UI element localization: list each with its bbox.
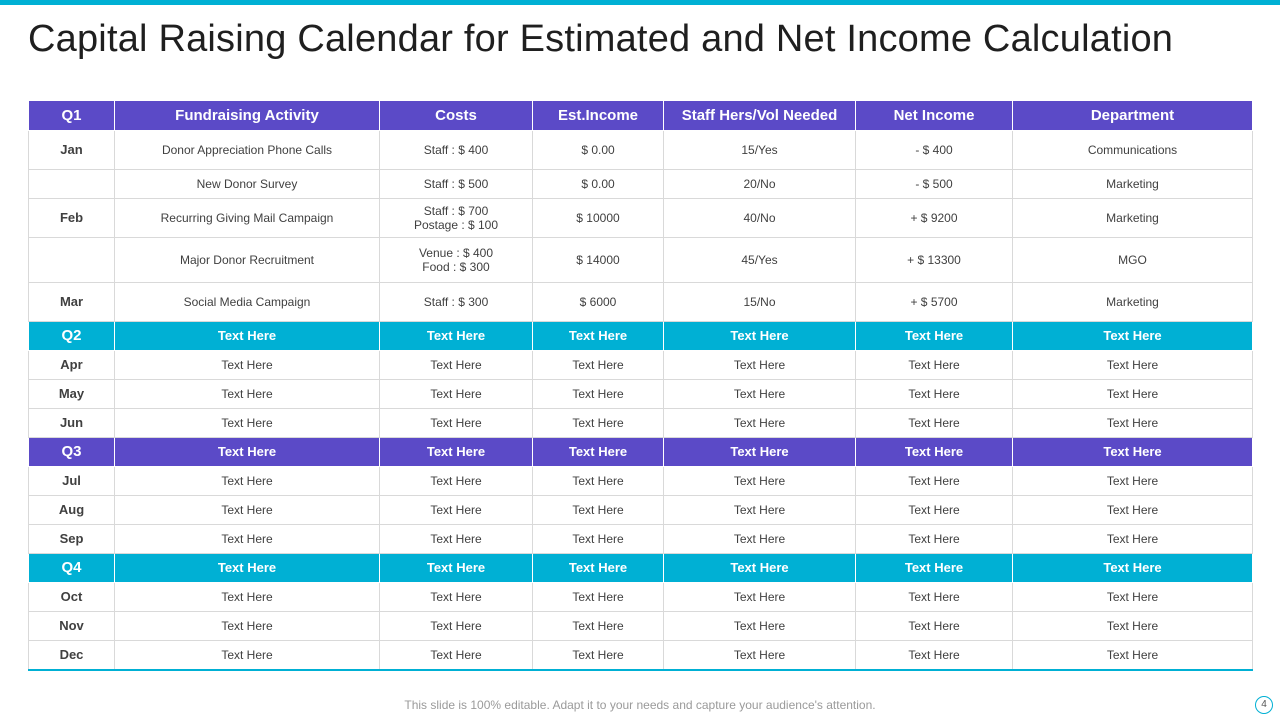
activity-cell: Donor Appreciation Phone Calls [115,131,380,170]
net-income-cell: - $ 500 [856,170,1013,199]
placeholder-cell: Text Here [380,554,533,583]
month-cell: Jul [29,467,115,496]
table-row [29,467,1253,496]
placeholder-cell: Text Here [856,409,1013,438]
placeholder-cell: Text Here [115,525,380,554]
month-cell: Oct [29,583,115,612]
placeholder-cell: Text Here [664,641,856,670]
placeholder-cell: Text Here [856,583,1013,612]
placeholder-cell: Text Here [380,525,533,554]
placeholder-cell: Text Here [1013,612,1253,641]
table-row [29,409,1253,438]
placeholder-cell: Text Here [115,496,380,525]
top-accent-bar [0,0,1280,5]
placeholder-cell: Text Here [1013,322,1253,351]
costs-cell [380,238,533,283]
table-row [29,612,1253,641]
table-header-row [29,101,1253,131]
cost-line: Postage : $ 100 [413,218,499,232]
est-income-cell: $ 10000 [533,199,664,238]
placeholder-cell: Text Here [115,583,380,612]
quarter-label: Q4 [29,554,115,583]
staff-cell: 45/Yes [664,238,856,283]
placeholder-cell: Text Here [664,583,856,612]
placeholder-cell: Text Here [533,409,664,438]
placeholder-cell: Text Here [380,467,533,496]
quarter-header-row [29,554,1253,583]
capital-raising-table [28,100,1253,671]
quarter-header-row [29,438,1253,467]
placeholder-cell: Text Here [856,612,1013,641]
department-cell: Marketing [1013,199,1253,238]
placeholder-cell: Text Here [664,438,856,467]
placeholder-cell: Text Here [115,438,380,467]
placeholder-cell: Text Here [1013,641,1253,670]
placeholder-cell: Text Here [664,380,856,409]
month-cell [29,238,115,283]
month-cell: Jun [29,409,115,438]
placeholder-cell: Text Here [1013,438,1253,467]
page-number: 4 [1255,696,1273,714]
activity-cell: New Donor Survey [115,170,380,199]
placeholder-cell: Text Here [115,467,380,496]
table-row [29,131,1253,170]
quarter-header-row [29,322,1253,351]
placeholder-cell: Text Here [533,322,664,351]
placeholder-cell: Text Here [380,641,533,670]
placeholder-cell: Text Here [115,409,380,438]
placeholder-cell: Text Here [533,380,664,409]
month-cell: Feb [29,199,115,238]
header-staff-needed: Staff Hers/Vol Needed [664,101,856,131]
placeholder-cell: Text Here [856,554,1013,583]
costs-cell [380,170,533,199]
placeholder-cell: Text Here [664,351,856,380]
header-department: Department [1013,101,1253,131]
table-row [29,641,1253,670]
month-cell: Nov [29,612,115,641]
quarter-label: Q2 [29,322,115,351]
cost-line: Staff : $ 500 [423,177,489,191]
cost-line: Staff : $ 700 [423,204,489,218]
net-income-cell: + $ 9200 [856,199,1013,238]
month-cell: Apr [29,351,115,380]
placeholder-cell: Text Here [115,554,380,583]
staff-cell: 20/No [664,170,856,199]
placeholder-cell: Text Here [856,380,1013,409]
placeholder-cell: Text Here [380,351,533,380]
month-cell: Jan [29,131,115,170]
placeholder-cell: Text Here [380,409,533,438]
est-income-cell: $ 14000 [533,238,664,283]
placeholder-cell: Text Here [1013,467,1253,496]
placeholder-cell: Text Here [533,554,664,583]
est-income-cell: $ 6000 [533,283,664,322]
table-row [29,238,1253,283]
cost-line: Venue : $ 400 [418,246,494,260]
staff-cell: 15/No [664,283,856,322]
placeholder-cell: Text Here [856,351,1013,380]
placeholder-cell: Text Here [664,525,856,554]
placeholder-cell: Text Here [1013,583,1253,612]
placeholder-cell: Text Here [856,322,1013,351]
month-cell: May [29,380,115,409]
table-row [29,283,1253,322]
header-est-income: Est.Income [533,101,664,131]
placeholder-cell: Text Here [1013,496,1253,525]
month-cell: Sep [29,525,115,554]
placeholder-cell: Text Here [380,612,533,641]
table-row [29,351,1253,380]
cost-line: Staff : $ 300 [423,295,489,309]
placeholder-cell: Text Here [1013,554,1253,583]
slide-title: Capital Raising Calendar for Estimated and Net Income Calculation [28,18,1174,60]
placeholder-cell: Text Here [856,496,1013,525]
department-cell: MGO [1013,238,1253,283]
placeholder-cell: Text Here [380,583,533,612]
placeholder-cell: Text Here [115,322,380,351]
department-cell: Marketing [1013,170,1253,199]
staff-cell: 15/Yes [664,131,856,170]
placeholder-cell: Text Here [856,641,1013,670]
placeholder-cell: Text Here [856,525,1013,554]
table-row [29,380,1253,409]
placeholder-cell: Text Here [1013,380,1253,409]
quarter-label: Q3 [29,438,115,467]
placeholder-cell: Text Here [533,583,664,612]
placeholder-cell: Text Here [533,351,664,380]
header-net-income: Net Income [856,101,1013,131]
cost-line: Staff : $ 400 [423,143,489,157]
net-income-cell: - $ 400 [856,131,1013,170]
placeholder-cell: Text Here [664,554,856,583]
placeholder-cell: Text Here [664,322,856,351]
placeholder-cell: Text Here [856,438,1013,467]
net-income-cell: + $ 5700 [856,283,1013,322]
activity-cell: Recurring Giving Mail Campaign [115,199,380,238]
placeholder-cell: Text Here [533,467,664,496]
placeholder-cell: Text Here [664,467,856,496]
est-income-cell: $ 0.00 [533,170,664,199]
placeholder-cell: Text Here [1013,525,1253,554]
placeholder-cell: Text Here [115,351,380,380]
placeholder-cell: Text Here [664,496,856,525]
placeholder-cell: Text Here [115,641,380,670]
placeholder-cell: Text Here [380,322,533,351]
table-row [29,583,1253,612]
month-cell: Aug [29,496,115,525]
month-cell: Mar [29,283,115,322]
placeholder-cell: Text Here [115,380,380,409]
placeholder-cell: Text Here [533,496,664,525]
placeholder-cell: Text Here [380,496,533,525]
department-cell: Marketing [1013,283,1253,322]
net-income-cell: + $ 13300 [856,238,1013,283]
placeholder-cell: Text Here [380,438,533,467]
header-costs: Costs [380,101,533,131]
placeholder-cell: Text Here [664,612,856,641]
placeholder-cell: Text Here [1013,351,1253,380]
est-income-cell: $ 0.00 [533,131,664,170]
placeholder-cell: Text Here [1013,409,1253,438]
placeholder-cell: Text Here [533,641,664,670]
placeholder-cell: Text Here [533,525,664,554]
activity-cell: Social Media Campaign [115,283,380,322]
cost-line: Food : $ 300 [422,260,490,274]
table-row [29,525,1253,554]
costs-cell [380,199,533,238]
placeholder-cell: Text Here [533,438,664,467]
staff-cell: 40/No [664,199,856,238]
placeholder-cell: Text Here [380,380,533,409]
header-quarter: Q1 [29,101,115,131]
footer-note: This slide is 100% editable. Adapt it to your needs and capture your audience's attention. [404,698,876,712]
table-row [29,170,1253,199]
month-cell [29,170,115,199]
table-row [29,199,1253,238]
header-fundraising-activity: Fundraising Activity [115,101,380,131]
costs-cell [380,131,533,170]
table-row [29,496,1253,525]
placeholder-cell: Text Here [856,467,1013,496]
costs-cell [380,283,533,322]
placeholder-cell: Text Here [115,612,380,641]
placeholder-cell: Text Here [664,409,856,438]
activity-cell: Major Donor Recruitment [115,238,380,283]
department-cell: Communications [1013,131,1253,170]
month-cell: Dec [29,641,115,670]
placeholder-cell: Text Here [533,612,664,641]
